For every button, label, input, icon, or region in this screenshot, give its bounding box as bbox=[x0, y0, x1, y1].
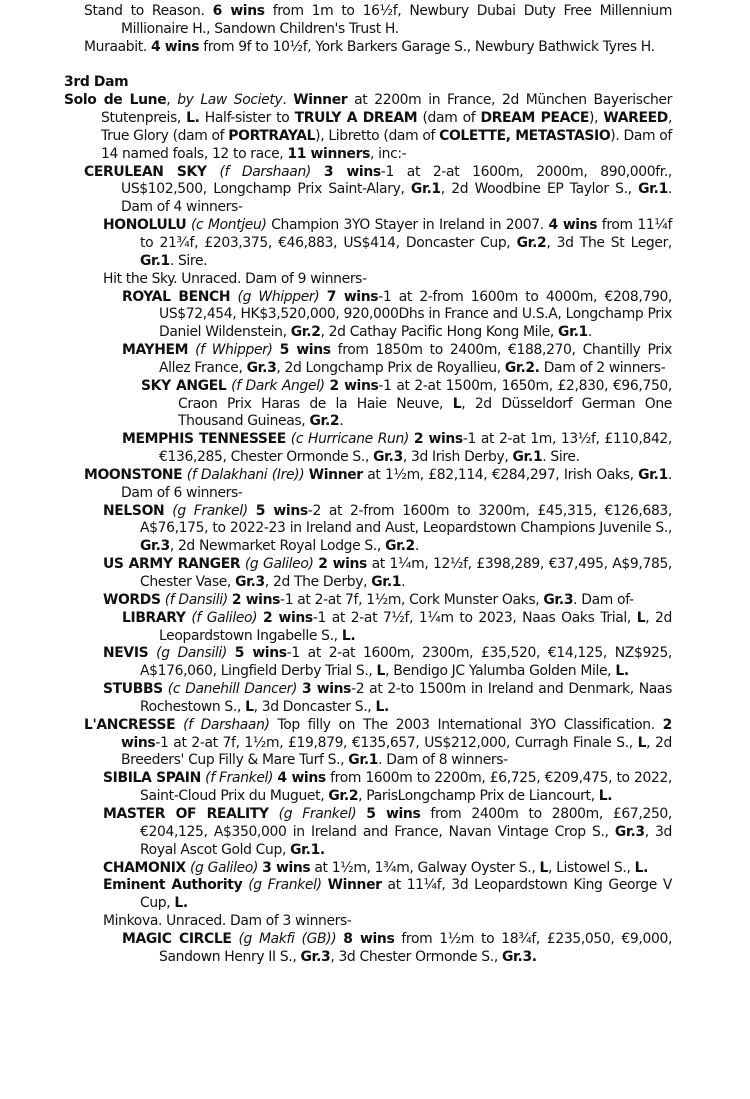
pedigree-entry bbox=[0, 717, 672, 771]
bold-text: Eminent Authority bbox=[103, 877, 243, 894]
bold-text: 4 wins bbox=[277, 770, 326, 787]
bold-text: MAYHEM bbox=[122, 342, 189, 359]
pedigree-entry bbox=[0, 431, 672, 467]
entry-text bbox=[319, 289, 326, 305]
bold-text: Gr.2 bbox=[290, 324, 321, 341]
bold-text: WAREED bbox=[603, 110, 668, 127]
bold-text: MAGIC CIRCLE bbox=[122, 930, 232, 947]
entry-text: , 2d Cathay Pacific Hong Kong Mile, bbox=[320, 324, 559, 341]
bold-text: 2 wins bbox=[121, 716, 672, 751]
pedigree-entry bbox=[0, 770, 672, 806]
italic-text: (g Frankel) bbox=[164, 502, 248, 519]
entry-text: . bbox=[414, 538, 419, 555]
bold-text: Gr.1 bbox=[348, 752, 379, 769]
bold-text: COLETTE, METASTASIO bbox=[439, 127, 611, 144]
entry-text: , bbox=[166, 92, 178, 109]
bold-text: CHAMONIX bbox=[103, 859, 186, 876]
bold-text: Gr.2 bbox=[516, 234, 547, 251]
entry-text: . Dam of 8 winners- bbox=[378, 752, 508, 769]
bold-text: Gr.1 bbox=[638, 466, 668, 483]
bold-text: Gr.1 bbox=[512, 449, 543, 466]
entry-text: Dam of 2 winners- bbox=[539, 359, 666, 376]
bold-text: Gr.3. bbox=[501, 948, 537, 965]
bold-text: LIBRARY bbox=[122, 609, 186, 626]
entry-text: from 1m to 16½f, Newbury Dubai Duty Free Millennium Millionaire H., Sandown Children's Trust H. bbox=[121, 3, 672, 37]
bold-text: 2 wins bbox=[329, 377, 379, 394]
bold-text: L bbox=[539, 859, 548, 876]
entry-text: , 2d Newmarket Royal Lodge S., bbox=[169, 538, 386, 555]
pedigree-entry bbox=[0, 289, 672, 343]
bold-text: PORTRAYAL bbox=[228, 127, 316, 144]
italic-text: (f Dansili) bbox=[160, 591, 228, 608]
entry-text: , 3d Chester Ormonde S., bbox=[330, 948, 502, 965]
italic-text: (g Frankel) bbox=[268, 805, 357, 822]
italic-text: (g Galileo) bbox=[240, 556, 314, 573]
italic-text: (f Whipper) bbox=[188, 342, 273, 359]
bold-text: L'ANCRESSE bbox=[84, 716, 176, 733]
bold-text: Gr.2 bbox=[328, 788, 359, 805]
bold-text: L. bbox=[615, 663, 629, 680]
entry-text: . bbox=[401, 574, 406, 590]
pedigree-entry bbox=[0, 217, 672, 271]
pedigree-entry bbox=[0, 164, 672, 218]
bold-text: Gr.3 bbox=[140, 538, 170, 555]
bold-text: 4 wins bbox=[150, 38, 200, 55]
pedigree-entry bbox=[0, 592, 672, 610]
entry-text: . Sire. bbox=[169, 252, 208, 269]
entry-text: ), bbox=[589, 110, 604, 127]
bold-text: Gr.3 bbox=[235, 574, 265, 590]
entry-text: Champion 3YO Stayer in Ireland in 2007. bbox=[266, 217, 549, 234]
bold-text: MOONSTONE bbox=[84, 466, 183, 483]
bold-text: NEVIS bbox=[103, 645, 149, 662]
entry-text: from 11¼f to 21¾f, £203,375, €46,883, US$414, Doncaster Cup, bbox=[140, 217, 672, 251]
entry-text: from 1½m to 18¾f, £235,050, €9,000, Sandown Henry II S., bbox=[159, 930, 673, 965]
entry-text: . bbox=[282, 92, 294, 109]
bold-text: TRULY A DREAM bbox=[294, 110, 418, 127]
bold-text: SIBILA SPAIN bbox=[103, 770, 201, 787]
bold-text: MASTER OF REALITY bbox=[103, 805, 269, 822]
entry-text: -2 at 2-to 1500m in Ireland and Denmark, Naas Rochestown S., bbox=[140, 681, 672, 715]
bold-text: Gr.1 bbox=[558, 324, 588, 341]
bold-text: Gr.1 bbox=[410, 181, 441, 198]
italic-text: (g Whipper) bbox=[230, 288, 320, 305]
pedigree-entry bbox=[0, 378, 672, 432]
bold-text: L bbox=[637, 734, 647, 751]
bold-text: Gr.1 bbox=[638, 181, 668, 198]
bold-text: Winner bbox=[293, 92, 348, 109]
entry-text: -1 at 2-at 1600m, 2300m, £35,520, €14,125, NZ$925, A$176,060, Lingfield Derby Trial S., bbox=[140, 645, 672, 680]
bold-text: Gr.2 bbox=[309, 413, 340, 430]
italic-text: (c Montjeu) bbox=[186, 217, 267, 234]
pedigree-entry bbox=[0, 3, 672, 39]
entry-text: , 2d Longchamp Prix de Royallieu, bbox=[276, 359, 505, 376]
entry-text: -1 at 2-at 7½f, 1¼m to 2023, Naas Oaks Trial, bbox=[312, 609, 637, 626]
entry-text: , 2d Woodbine EP Taylor S., bbox=[440, 181, 639, 198]
section-heading: 3rd Dam bbox=[64, 74, 129, 91]
bold-text: 2 wins bbox=[413, 431, 463, 448]
bold-text: 5 wins bbox=[255, 502, 308, 519]
bold-text: Gr.1 bbox=[371, 574, 402, 590]
bold-text: L bbox=[452, 395, 462, 412]
italic-text: (f Dalakhani (Ire)) bbox=[182, 466, 305, 483]
bold-text: L. bbox=[186, 110, 200, 127]
bold-text: HONOLULU bbox=[103, 217, 187, 234]
entry-text bbox=[273, 342, 280, 358]
entry-text: , 2d Düsseldorf German One Thousand Guineas, bbox=[178, 395, 672, 430]
entry-text: , 3d Doncaster S., bbox=[253, 698, 376, 715]
bold-text: 2 wins bbox=[263, 609, 313, 626]
entry-text bbox=[248, 503, 256, 519]
entry-text: , True Glory (dam of bbox=[101, 110, 673, 144]
entry-text: from 1600m to 2200m, £6,725, €209,475, to 2022, Saint-Cloud Prix du Muguet, bbox=[140, 770, 672, 805]
bold-text: 5 wins bbox=[279, 342, 331, 359]
pedigree-entry bbox=[0, 877, 672, 913]
italic-text: (g Dansili) bbox=[148, 645, 227, 662]
pedigree-entry bbox=[0, 913, 672, 931]
bold-text: 2 wins bbox=[231, 591, 281, 608]
entry-text: at 1½m, 1¾m, Galway Oyster S., bbox=[310, 859, 540, 876]
bold-text: 3 wins bbox=[323, 163, 381, 180]
entry-text: -1 at 2-at 7f, 1½m, Cork Munster Oaks, bbox=[280, 591, 544, 608]
entry-text: Stand to Reason. bbox=[84, 3, 213, 19]
entry-text: -2 at 2-from 1600m to 3200m, £45,315, €126,683, A$76,175, to 2022-23 in Ireland and Aust, Leopardstown Champions Juvenile S., bbox=[140, 502, 672, 537]
pedigree-entries bbox=[0, 92, 750, 966]
bold-text: STUBBS bbox=[103, 681, 163, 698]
entry-text: from 9f to 10½f, York Barkers Garage S., Newbury Bathwick Tyres H. bbox=[199, 38, 655, 55]
entry-text: at 1½m, £82,114, €284,297, Irish Oaks, bbox=[362, 466, 639, 483]
entry-text: Hit the Sky. Unraced. Dam of 9 winners- bbox=[103, 270, 367, 287]
pedigree-entry bbox=[0, 92, 672, 163]
pedigree-entry bbox=[0, 467, 672, 503]
entry-text: , 3d Irish Derby, bbox=[402, 449, 513, 466]
pedigree-entry bbox=[0, 681, 672, 717]
bold-text: Gr.1 bbox=[140, 252, 170, 269]
italic-text: (g Galileo) bbox=[185, 859, 259, 876]
italic-text: (f Dark Angel) bbox=[226, 377, 325, 394]
entry-text: at 1¼m, 12½f, £398,289, €37,495, A$9,785, Chester Vase, bbox=[140, 556, 673, 590]
entry-text: Muraabit. bbox=[84, 38, 151, 55]
pedigree-entry bbox=[0, 931, 672, 967]
italic-text: (f Darshaan) bbox=[175, 716, 270, 733]
bold-text: Gr.3 bbox=[246, 359, 277, 376]
pedigree-entry bbox=[0, 860, 672, 878]
italic-text: (f Frankel) bbox=[200, 770, 274, 787]
bold-text: 11 winners bbox=[287, 145, 371, 162]
entry-text: ), Libretto (dam of bbox=[315, 127, 440, 144]
bold-text: Winner bbox=[327, 877, 382, 894]
entry-text: , 3d Royal Ascot Gold Cup, bbox=[140, 823, 672, 858]
bold-text: 2 wins bbox=[318, 556, 367, 573]
pedigree-entry bbox=[0, 342, 672, 378]
bold-text: Gr.3 bbox=[543, 591, 574, 608]
bold-text: Gr.1. bbox=[290, 841, 325, 858]
bold-text: L. bbox=[634, 859, 649, 876]
pedigree-entries-before bbox=[0, 3, 750, 57]
bold-text: 7 wins bbox=[326, 288, 379, 305]
pedigree-entry bbox=[0, 556, 672, 592]
bold-text: Solo de Lune bbox=[64, 92, 167, 109]
entry-text: from 1850m to 2400m, €188,270, Chantilly Prix Allez France, bbox=[159, 342, 672, 376]
bold-text: 8 wins bbox=[343, 930, 395, 947]
italic-text: by Law Society bbox=[177, 92, 283, 109]
entry-text: ). Dam of 14 named foals, 12 to race, bbox=[101, 127, 672, 162]
entry-text: Minkova. Unraced. Dam of 3 winners- bbox=[103, 913, 352, 930]
pedigree-entry bbox=[0, 610, 672, 646]
bold-text: WORDS bbox=[103, 591, 161, 608]
entry-text bbox=[227, 645, 235, 661]
entry-text: , 2d Leopardstown Ingabelle S., bbox=[159, 609, 673, 644]
entry-text: Half-sister to bbox=[199, 110, 295, 127]
entry-text: . Dam of 4 winners- bbox=[121, 181, 672, 216]
entry-text: -1 at 2-from 1600m to 4000m, €208,790, US$72,454, HK$3,520,000, 920,000Dhs in France and U.S.A, Longchamp Prix Daniel Wildenstein, bbox=[159, 288, 672, 341]
bold-text: L bbox=[245, 698, 254, 715]
bold-text: L. bbox=[341, 627, 356, 644]
bold-text: DREAM PEACE bbox=[480, 110, 590, 127]
entry-text: at 11¼f, 3d Leopardstown King George V Cup, bbox=[140, 877, 672, 912]
italic-text: (c Danehill Dancer) bbox=[162, 681, 298, 698]
bold-text: 5 wins bbox=[234, 645, 287, 662]
bold-text: 6 wins bbox=[212, 3, 265, 19]
italic-text: (c Hurricane Run) bbox=[285, 431, 409, 448]
bold-text: Gr.3 bbox=[614, 823, 645, 840]
entry-text: . Sire. bbox=[542, 449, 580, 466]
bold-text: L bbox=[376, 663, 386, 680]
bold-text: L bbox=[636, 609, 646, 626]
entry-text: . bbox=[339, 413, 344, 430]
bold-text: 4 wins bbox=[548, 217, 598, 234]
entry-text: -1 at 2-at 7f, 1½m, £19,879, €135,657, US$212,000, Curragh Finale S., bbox=[155, 734, 638, 751]
entry-text: . Dam of 6 winners- bbox=[121, 466, 672, 501]
entry-text: , ParisLongchamp Prix de Liancourt, bbox=[358, 788, 599, 805]
pedigree-entry bbox=[0, 39, 672, 57]
bold-text: L. bbox=[174, 895, 188, 912]
bold-text: SKY ANGEL bbox=[141, 377, 227, 394]
bold-text: L. bbox=[598, 788, 613, 805]
bold-text: US ARMY RANGER bbox=[103, 556, 241, 573]
entry-text bbox=[311, 164, 324, 180]
bold-text: L. bbox=[375, 698, 389, 715]
entry-text: , 3d The St Leger, bbox=[546, 234, 672, 251]
italic-text: (g Makfi (GB)) bbox=[231, 930, 337, 947]
italic-text: (g Frankel) bbox=[242, 877, 322, 894]
bold-text: CERULEAN SKY bbox=[84, 163, 207, 180]
bold-text: Gr.2 bbox=[385, 538, 415, 555]
italic-text: (f Darshaan) bbox=[206, 163, 311, 180]
entry-text: Top filly on The 2003 International 3YO Classification. bbox=[269, 716, 663, 733]
pedigree-entry bbox=[0, 271, 672, 289]
entry-text: . Dam of- bbox=[573, 591, 634, 608]
italic-text: (f Galileo) bbox=[185, 609, 258, 626]
entry-text: , inc:- bbox=[370, 145, 407, 162]
pedigree-entry bbox=[0, 503, 672, 557]
bold-text: 3 wins bbox=[302, 681, 352, 698]
entry-text: (dam of bbox=[417, 110, 481, 127]
bold-text: 5 wins bbox=[366, 805, 421, 822]
entry-text bbox=[356, 806, 366, 822]
bold-text: Gr.3 bbox=[373, 449, 403, 466]
entry-text: . bbox=[587, 324, 592, 341]
entry-text: , Bendigo JC Yalumba Golden Mile, bbox=[385, 663, 616, 680]
pedigree-entry bbox=[0, 645, 672, 681]
bold-text: NELSON bbox=[103, 502, 165, 519]
entry-text: at 2200m in France, 2d München Bayerischer Stutenpreis, bbox=[101, 92, 672, 127]
pedigree-page bbox=[0, 3, 750, 967]
entry-text: -1 at 2-at 1500m, 1650m, £2,830, €96,750, Craon Prix Haras de la Haie Neuve, bbox=[178, 377, 672, 412]
entry-text: from 2400m to 2800m, £67,250, €204,125, A$350,000 in Ireland and France, Navan Vintage Crop S., bbox=[140, 805, 672, 840]
entry-text: , 2d The Derby, bbox=[264, 574, 372, 590]
pedigree-entry bbox=[0, 806, 672, 860]
entry-text: -1 at 2-at 1600m, 2000m, 890,000fr., US$102,500, Longchamp Prix Saint-Alary, bbox=[121, 163, 672, 198]
entry-text: , 2d Breeders' Cup Filly & Mare Turf S., bbox=[121, 734, 672, 769]
bold-text: Gr.3 bbox=[300, 948, 331, 965]
bold-text: Gr.2. bbox=[504, 359, 540, 376]
bold-text: 3 wins bbox=[262, 859, 311, 876]
bold-text: ROYAL BENCH bbox=[122, 288, 231, 305]
bold-text: Winner bbox=[308, 466, 363, 483]
bold-text: MEMPHIS TENNESSEE bbox=[122, 431, 286, 448]
entry-text: -1 at 2-at 1m, 13½f, £110,842, €136,285, Chester Ormonde S., bbox=[159, 431, 672, 466]
entry-text: , Listowel S., bbox=[547, 859, 635, 876]
